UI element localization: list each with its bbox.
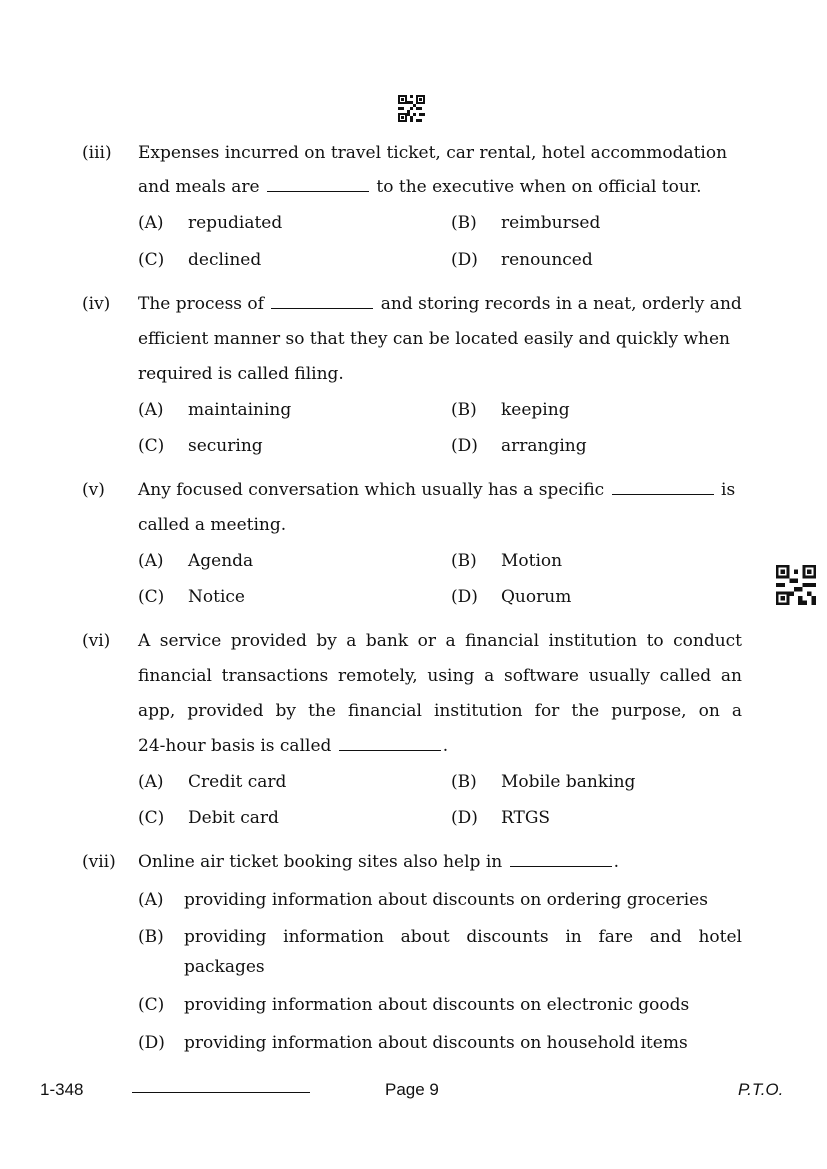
question-text: A service provided by a bank or a financial institution to conduct — [138, 631, 742, 651]
question-text: efficient manner so that they can be located easily and quickly when — [138, 329, 730, 349]
pto-label: P.T.O. — [738, 1080, 784, 1099]
footer-divider — [132, 1092, 310, 1093]
question-text: and meals are to the executive when on official tour. — [138, 177, 702, 197]
question-number: (iv) — [82, 294, 111, 314]
question-text: Expenses incurred on travel ticket, car rental, hotel accommodation — [138, 143, 728, 163]
qr-code-icon — [776, 565, 816, 605]
page-number: Page 9 — [385, 1080, 439, 1099]
question-text: Any focused conversation which usually has a specific is — [138, 480, 736, 500]
question-number: (vii) — [82, 852, 116, 872]
answer-blank — [612, 493, 714, 495]
question-number: (v) — [82, 480, 105, 500]
qr-code-icon — [398, 95, 425, 122]
question-text: 24-hour basis is called . — [138, 736, 449, 756]
question-text: The process of and storing records in a neat, orderly and — [138, 294, 742, 314]
question-number: (vi) — [82, 631, 111, 651]
paper-code: 1-348 — [40, 1080, 84, 1099]
answer-blank — [510, 865, 612, 867]
question-text: Online air ticket booking sites also help in . — [138, 852, 620, 872]
question-text: called a meeting. — [138, 515, 287, 535]
question-text: required is called filing. — [138, 364, 344, 384]
question-text: financial transactions remotely, using a software usually called an — [138, 666, 742, 686]
answer-blank — [267, 190, 369, 192]
question-text: app, provided by the financial institution for the purpose, on a — [138, 701, 742, 721]
answer-blank — [339, 749, 441, 751]
question-number: (iii) — [82, 143, 112, 163]
answer-blank — [271, 307, 373, 309]
